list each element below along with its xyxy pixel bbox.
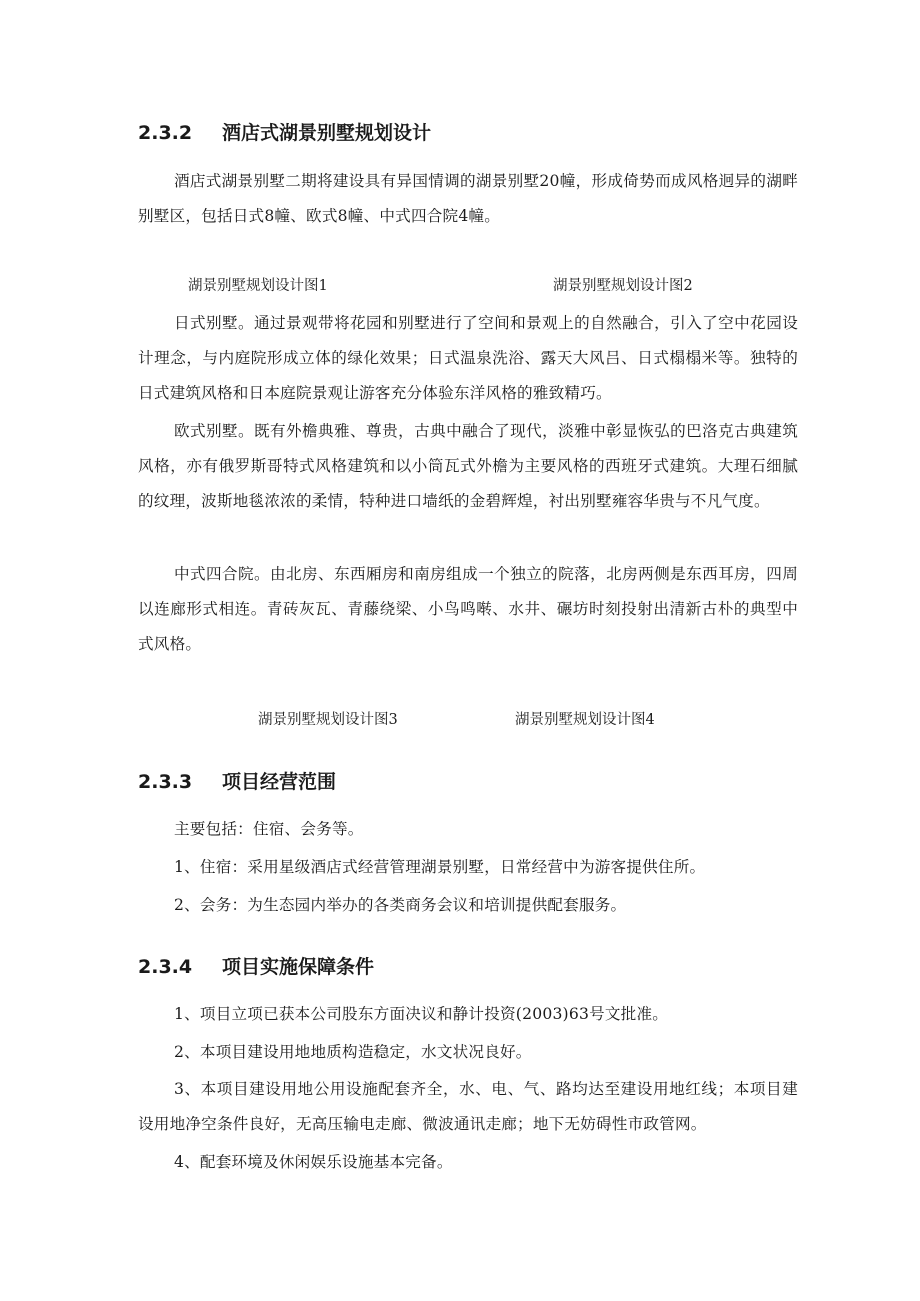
paragraph-european-villa: 欧式别墅。既有外檐典雅、尊贵，古典中融合了现代，淡雅中彰显恢弘的巴洛克古典建筑风格，亦有俄罗斯哥特式风格建筑和以小筒瓦式外檐为主要风格的西班牙式建筑。大理石细腻的纹理，波斯地毯浓浓的柔情，特种进口墙纸的金碧辉煌，衬出别墅雍容华贵与不凡气度。 (138, 422, 798, 510)
paragraph-intro: 酒店式湖景别墅二期将建设具有异国情调的湖景别墅20幢，形成倚势而成风格迥异的湖畔别墅区，包括日式8幢、欧式8幢、中式四合院4幢。 (138, 172, 798, 225)
section-title: 项目实施保障条件 (222, 956, 375, 978)
section-heading-2-3-3 (138, 770, 336, 794)
list-item: 2、本项目建设用地地质构造稳定，水文状况良好。 (174, 1043, 532, 1061)
figure-caption-4: 湖景别墅规划设计图4 (515, 712, 655, 728)
section-title: 项目经营范围 (222, 771, 337, 793)
section-heading-2-3-2 (138, 121, 431, 145)
paragraph-chinese-courtyard: 中式四合院。由北房、东西厢房和南房组成一个独立的院落，北房两侧是东西耳房，四周以连廊形式相连。青砖灰瓦、青藤绕梁、小鸟鸣啭、水井、碾坊时刻投射出清新古朴的典型中式风格。 (138, 565, 798, 653)
list-item: 1、住宿：采用星级酒店式经营管理湖景别墅，日常经营中为游客提供住所。 (174, 858, 706, 876)
section-heading-2-3-4 (138, 955, 374, 979)
list-item: 2、会务：为生态园内举办的各类商务会议和培训提供配套服务。 (174, 896, 627, 914)
list-item: 主要包括：住宿、会务等。 (174, 820, 364, 838)
paragraph-japanese-villa: 日式别墅。通过景观带将花园和别墅进行了空间和景观上的自然融合，引入了空中花园设计理念，与内庭院形成立体的绿化效果；日式温泉洗浴、露天大风吕、日式榻榻米等。独特的日式建筑风格和日本庭院景观让游客充分体验东洋风格的雅致精巧。 (138, 314, 798, 402)
figure-caption-2: 湖景别墅规划设计图2 (553, 278, 693, 294)
section-number: 2.3.2 (138, 122, 193, 144)
section-number: 2.3.4 (138, 956, 193, 978)
list-item: 1、项目立项已获本公司股东方面决议和静计投资(2003)63号文批准。 (174, 1005, 669, 1023)
section-number: 2.3.3 (138, 771, 193, 793)
figure-caption-3: 湖景别墅规划设计图3 (258, 712, 398, 728)
section-title: 酒店式湖景别墅规划设计 (222, 122, 432, 144)
list-item: 3、本项目建设用地公用设施配套齐全，水、电、气、路均达至建设用地红线；本项目建设用地净空条件良好，无高压输电走廊、微波通讯走廊；地下无妨碍性市政管网。 (138, 1080, 798, 1133)
list-item: 4、配套环境及休闲娱乐设施基本完备。 (174, 1153, 453, 1171)
figure-caption-1: 湖景别墅规划设计图1 (188, 278, 328, 294)
